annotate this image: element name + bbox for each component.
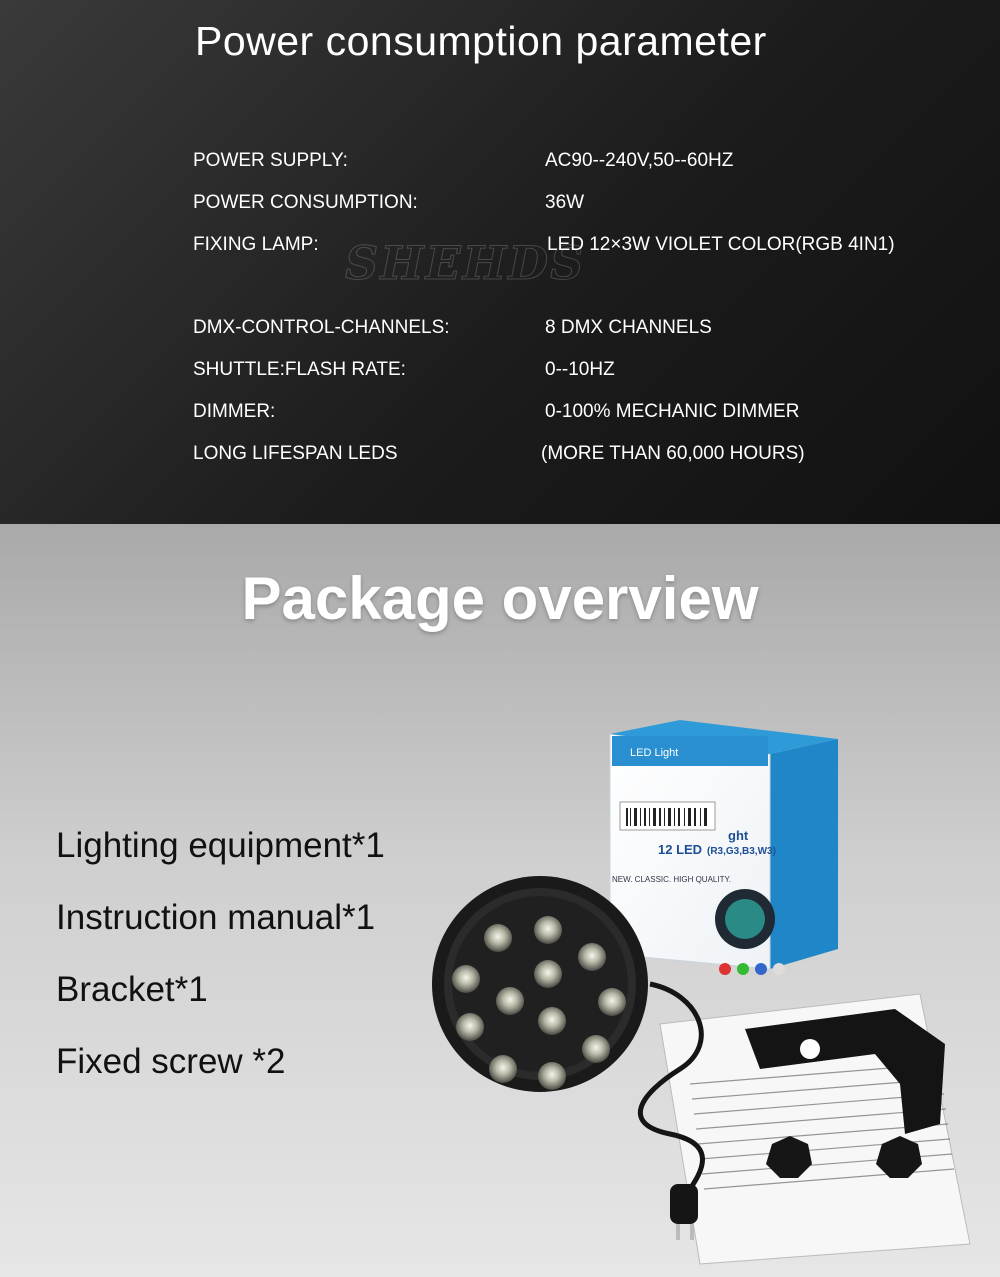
brand-watermark: SHEHDS <box>345 236 586 290</box>
box-brand: LED Light <box>630 747 679 759</box>
spec-label: POWER CONSUMPTION: <box>193 192 418 213</box>
spec-label: DIMMER: <box>193 401 276 422</box>
spec-value: LED 12×3W VIOLET COLOR(RGB 4IN1) <box>547 234 895 255</box>
product-photo <box>0 524 1000 1277</box>
spec-label: POWER SUPPLY: <box>193 150 348 171</box>
box-tagline: NEW. CLASSIC. HIGH QUALITY. <box>612 875 731 884</box>
box-model: 12 LED <box>658 842 703 857</box>
lighting-fixture <box>432 876 648 1092</box>
package-item: Bracket*1 <box>56 970 208 1009</box>
spec-value: 36W <box>545 192 585 213</box>
spec-value: (MORE THAN 60,000 HOURS) <box>541 443 805 464</box>
spec-label: FIXING LAMP: <box>193 234 319 255</box>
spec-label: DMX-CONTROL-CHANNELS: <box>193 317 450 338</box>
spec-label: SHUTTLE:FLASH RATE: <box>193 359 406 380</box>
package-section <box>0 524 1000 1277</box>
package-box <box>610 720 838 975</box>
package-title: Package overview <box>241 565 759 632</box>
power-title: Power consumption parameter <box>195 18 767 64</box>
spec-value: 0-100% MECHANIC DIMMER <box>545 401 800 422</box>
box-label: ght <box>728 828 749 843</box>
spec-label: LONG LIFESPAN LEDS <box>193 443 398 464</box>
box-channels: (R3,G3,B3,W3) <box>707 846 776 857</box>
spec-value: 0--10HZ <box>545 359 615 380</box>
spec-value: 8 DMX CHANNELS <box>545 317 712 338</box>
spec-value: AC90--240V,50--60HZ <box>545 150 734 171</box>
package-item: Fixed screw *2 <box>56 1042 286 1081</box>
package-item: Lighting equipment*1 <box>56 826 385 865</box>
package-item: Instruction manual*1 <box>56 898 376 937</box>
power-section <box>0 0 1000 524</box>
